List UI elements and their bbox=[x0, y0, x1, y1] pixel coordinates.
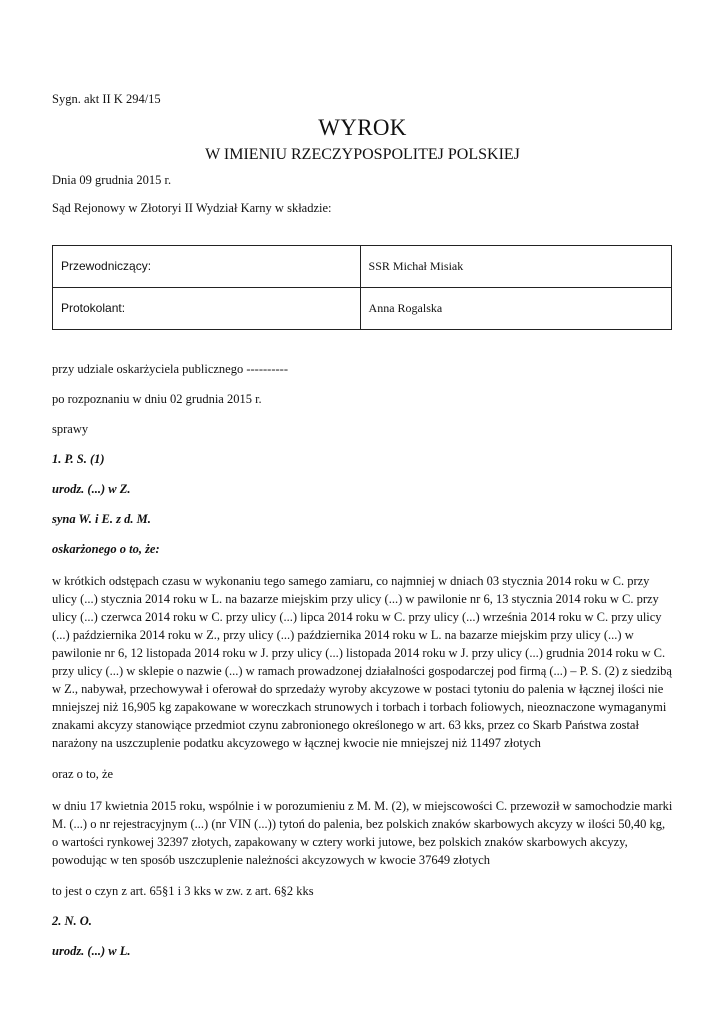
defendant-1-parents: syna W. i E. z d. M. bbox=[52, 512, 151, 526]
defendant-1-birth: urodz. (...) w Z. bbox=[52, 482, 131, 496]
hearing-line: po rozpoznaniu w dniu 02 grudnia 2015 r. bbox=[52, 392, 262, 406]
panel-role-cell: Przewodniczący: bbox=[53, 246, 361, 288]
defendant-1-name: 1. P. S. (1) bbox=[52, 452, 105, 466]
table-row bbox=[53, 288, 672, 330]
court-panel-table bbox=[52, 245, 672, 330]
court-composition: Sąd Rejonowy w Złotoryi II Wydział Karny w składzie: bbox=[52, 201, 332, 215]
charge-2-text: w dniu 17 kwietnia 2015 roku, wspólnie i w porozumieniu z M. M. (2), w miejscowości C. przewoził w samochodzie marki M. (...) o nr rejestracyjnym (...) (nr VIN (...)) tytoń do palenia, bez polskich znaków skarbowych akcyzy w ilości 50,40 kg, o wartości rynkowej 32397 złotych, zapakowany w cztery worki jutowe, bez polskich znaków skarbowych akcyzy, powodując w ten sposób uszczuplenie należności akcyzowych w kwocie 37649 złotych bbox=[52, 799, 673, 867]
and-that-line: oraz o to, że bbox=[52, 767, 114, 781]
prosecutor-line: przy udziale oskarżyciela publicznego ---------- bbox=[52, 362, 288, 376]
defendant-2-birth: urodz. (...) w L. bbox=[52, 944, 131, 958]
panel-name-cell: Anna Rogalska bbox=[360, 288, 671, 330]
document-subtitle: W IMIENIU RZECZYPOSPOLITEJ POLSKIEJ bbox=[205, 146, 520, 163]
accused-of-heading: oskarżonego o to, że: bbox=[52, 542, 160, 556]
cases-label: sprawy bbox=[52, 422, 89, 436]
charge-1-text: w krótkich odstępach czasu w wykonaniu tego samego zamiaru, co najmniej w dniach 03 stycznia 2014 roku w C. przy ulicy (...) stycznia 2014 roku w L. na bazarze miejskim przy ulicy (...) w pawilonie nr 6, 13 stycznia 2014 roku w C. przy ulicy (...) czerwca 2014 roku w C. przy ulicy (...) lipca 2014 roku w C. przy ulicy (...) września 2014 roku w C. przy ulicy (...) października 2014 roku w Z., przy ulicy (...) października 2014 roku w L. na bazarze miejskim przy ulicy (...) w pawilonie nr 6, 12 listopada 2014 roku w J. przy ulicy (...) listopada 2014 roku w J. przy ulicy (...) grudnia 2014 roku w C. przy ulicy (...) w sklepie o nazwie (...) w ramach prowadzonej działalności gospodarczej pod firmą (...) – P. S. (2) z siedzibą w Z., nabywał, przechowywał i oferował do sprzedaży wyroby akcyzowe w postaci tytoniu do palenia w łącznej ilości nie mniejszej niż 16,905 kg zapakowane w woreczkach strunowych i torbach i torbach foliowych, nieoznaczone wymaganymi znakami akcyzy stanowiące przedmiot czynu zabronionego określonego w art. 63 kks, przez co Skarb Państwa został narażony na uszczuplenie podatku akcyzowego w łącznej kwocie nie mniejszej niż 11497 złotych bbox=[52, 574, 672, 750]
table-row bbox=[53, 246, 672, 288]
legal-basis-line: to jest o czyn z art. 65§1 i 3 kks w zw. z art. 6§2 kks bbox=[52, 884, 314, 898]
case-number: Sygn. akt II K 294/15 bbox=[52, 92, 161, 106]
defendant-2-name: 2. N. O. bbox=[52, 914, 92, 928]
judgment-date: Dnia 09 grudnia 2015 r. bbox=[52, 173, 172, 187]
document-title: WYROK bbox=[318, 115, 407, 140]
panel-role-cell: Protokolant: bbox=[53, 288, 361, 330]
judgment-body bbox=[52, 362, 674, 959]
panel-name-cell: SSR Michał Misiak bbox=[360, 246, 671, 288]
